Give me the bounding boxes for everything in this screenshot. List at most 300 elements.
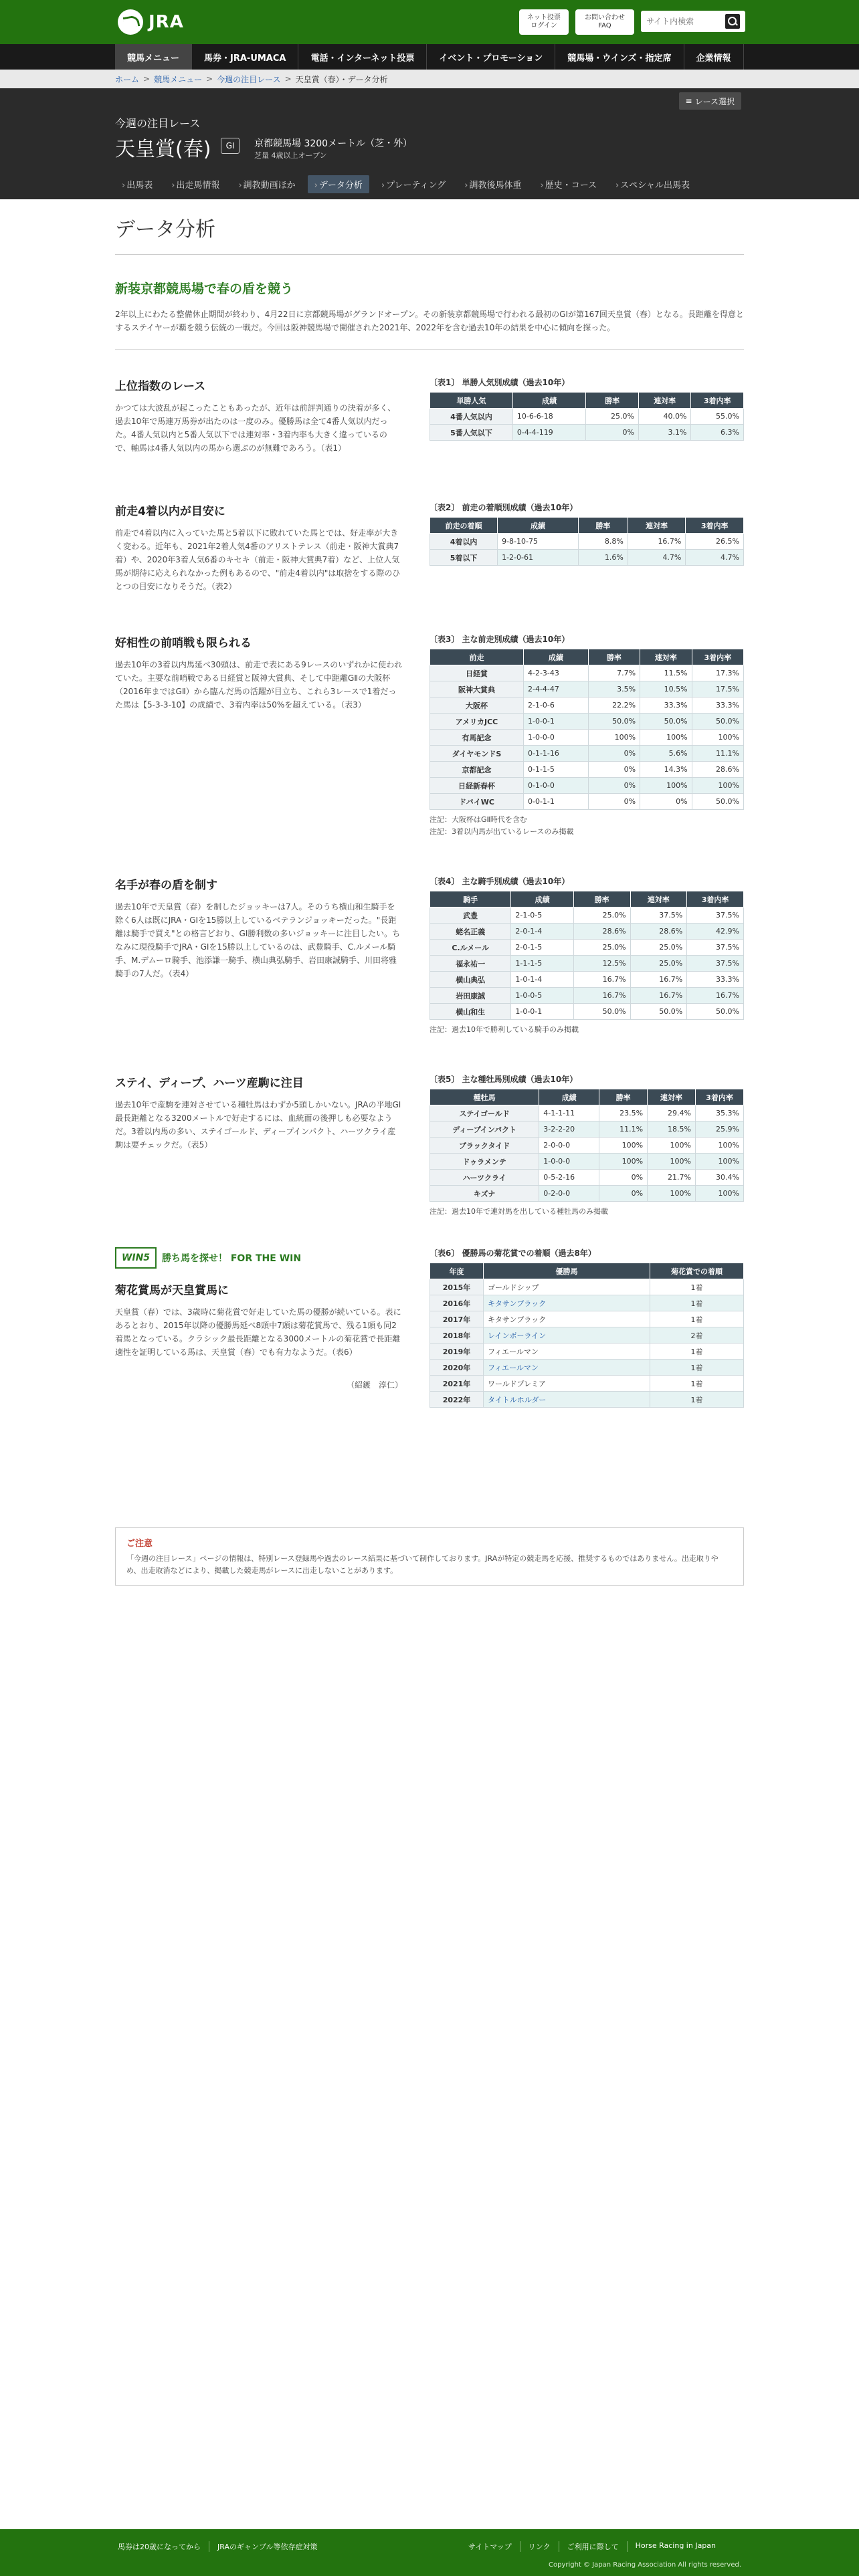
footer (0, 2529, 859, 2576)
table-previous-finish (430, 517, 744, 566)
table-cell: 16.7% (628, 534, 686, 550)
race-header (0, 88, 859, 199)
section-text: 過去10年で天皇賞（春）を制したジョッキーは7人。そのうち横山和生騎手を除く6人は既にJRA・GⅠを15勝以上しているベテランジョッキーだった。"長距離は騎手で買え"との格言どおり、GⅠ勝利数の多いジョッキーに注目したい。ちなみに現役騎手でJRA・GⅠを15勝以上しているのは、武豊騎手、C.ルメール騎手、M.デムーロ騎手、池添謙一騎手、横山典弘騎手、岩田康誠騎手、川田将雅騎手の7人だ。（表4） (115, 902, 401, 978)
table-header: 3着内率 (687, 891, 744, 907)
race-select-label: レース選択 (694, 96, 735, 106)
section-sire (115, 1073, 744, 1218)
table-cell: 2-4-4-47 (523, 681, 588, 697)
table-row (430, 697, 744, 714)
table-cell: 2着 (650, 1327, 744, 1344)
table-caption: 〔表3〕 主な前走別成績（過去10年） (430, 635, 570, 644)
table-cell: 日経賞 (430, 665, 524, 681)
table-cell: 50.0% (692, 794, 743, 810)
table-row (430, 778, 744, 794)
table-cell: 横山典弘 (430, 972, 511, 988)
footer-link-horse-racing-japan[interactable]: Horse Racing in Japan (635, 2541, 716, 2550)
table-cell: ステイゴールド (430, 1105, 539, 1121)
table-cell: 4.7% (628, 550, 686, 566)
table-cell: 25.0% (586, 409, 639, 425)
table-cell: 50.0% (588, 714, 640, 730)
table-row (430, 1105, 744, 1121)
table-cell: 12.5% (573, 956, 630, 972)
section-text: 過去10年で産駒を連対させている種牡馬はわずか5頭しかいない。JRAの平地GⅠ最長距離となる3200メートルで好走するには、血統面の後押しも必要なようだ。3着以内馬の多い、ステイゴールド、ディープインパクト、ハーツクライ産駒は要チェックだ。（表5） (115, 1100, 401, 1150)
table-cell: 100% (648, 1138, 696, 1154)
nav-item-events[interactable]: イベント・プロモーション (427, 44, 555, 70)
win5-logo[interactable] (115, 1247, 301, 1269)
table-cell: 50.0% (687, 1004, 744, 1020)
table-cell: 京都記念 (430, 762, 524, 778)
table-row (430, 988, 744, 1004)
table-cell: 4-2-3-43 (523, 665, 588, 681)
table-cell: 42.9% (687, 924, 744, 940)
table-caption: 〔表2〕 前走の着順別成績（過去10年） (430, 503, 578, 512)
table-cell: 6.3% (691, 425, 744, 441)
table-cell: 22.2% (588, 697, 640, 714)
table-header: 菊花賞での着順 (650, 1263, 744, 1279)
table-cell: 16.7% (687, 988, 744, 1004)
table-cell: 2-1-0-5 (511, 907, 573, 924)
table-header: 前走の着順 (430, 518, 498, 534)
table-cell: 25.9% (696, 1121, 744, 1138)
table-cell: 14.3% (640, 762, 692, 778)
table-cell: 37.5% (630, 907, 687, 924)
table-row (430, 1327, 744, 1344)
table-cell: キズナ (430, 1186, 539, 1202)
table-previous-race (430, 649, 744, 810)
tab-training-video-label: 調教動画ほか (243, 181, 296, 191)
table-cell: 3.1% (638, 425, 691, 441)
footer-link-sitemap[interactable]: サイトマップ (468, 2541, 520, 2552)
table-row (430, 746, 744, 762)
table-cell: 10-6-6-18 (512, 409, 586, 425)
race-kind: 今週の注目レース (115, 117, 201, 130)
table-cell: 1-0-1-4 (511, 972, 573, 988)
table-cell: 4番人気以内 (430, 409, 513, 425)
table-cell: 0% (640, 794, 692, 810)
table-header-row (430, 393, 744, 409)
table-header: 勝率 (586, 393, 639, 409)
table-header-row (430, 1089, 744, 1105)
section-title: ステイ、ディープ、ハーツ産駒に注目 (115, 1077, 304, 1090)
table-cell: 16.7% (573, 972, 630, 988)
table-cell: 55.0% (691, 409, 744, 425)
table-kikka-sho (430, 1263, 744, 1408)
table-cell: 2-0-1-4 (511, 924, 573, 940)
table-cell: 100% (648, 1186, 696, 1202)
table-cell: 1着 (650, 1392, 744, 1408)
table-cell: 4-1-1-11 (539, 1105, 599, 1121)
chevron-right-icon: › (615, 181, 619, 191)
table-cell: 1着 (650, 1311, 744, 1327)
table-cell: 1-0-0-0 (523, 730, 588, 746)
table-row (430, 972, 744, 988)
table-cell: 30.4% (696, 1170, 744, 1186)
breadcrumb (0, 70, 859, 88)
table-cell: ダイヤモンドS (430, 746, 524, 762)
table-note: 注記：過去10年で勝利している騎手のみ掲載 (430, 1025, 579, 1034)
table-row (430, 794, 744, 810)
table-cell: 33.3% (640, 697, 692, 714)
table-header-row (430, 891, 744, 907)
table-header: 3着内率 (691, 393, 744, 409)
table-cell: 8.8% (578, 534, 628, 550)
table-header-row (430, 1263, 744, 1279)
table-cell: 100% (640, 778, 692, 794)
section-text: 過去10年の3着以内馬延べ30頭は、前走で表にある9レースのいずれかに使われていた。主要な前哨戦である日経賞と阪神大賞典、そして中距離GⅡの大阪杯（2016年まではGⅡ）から臨んだ馬の活躍が目立ち、これら3レースで1着だった馬は【5-3-3-10】の成績で、3着内率は50%を超えている。（表3） (115, 660, 403, 710)
lead-title: 新装京都競馬場で春の盾を競う (115, 282, 294, 296)
table-row (430, 681, 744, 697)
table-cell: 33.3% (687, 972, 744, 988)
table-cell: 0% (599, 1170, 648, 1186)
table-header: 勝率 (588, 649, 640, 665)
breadcrumb-featured-race[interactable]: 今週の注目レース (217, 74, 281, 84)
table-row (430, 730, 744, 746)
table-cell: 40.0% (638, 409, 691, 425)
table-cell: 2020年 (430, 1360, 484, 1376)
section-title: 前走4着以内が目安に (115, 505, 225, 518)
table-cell: 蛯名正義 (430, 924, 511, 940)
table-cell: 2018年 (430, 1327, 484, 1344)
table-cell: 37.5% (687, 956, 744, 972)
section-title: 名手が春の盾を制す (115, 879, 217, 892)
table-cell: 100% (692, 778, 743, 794)
table-row (430, 1154, 744, 1170)
tab-history-course-label: 歴史・コース (545, 181, 597, 191)
notice-text: 「今週の注目レース」ページの情報は、特別レース登録馬や過去のレース結果に基づいて制作しております。JRAが特定の競走馬を応援、推奨するものではありません。出走取りやめ、出走取消などにより、掲載した競走馬がレースに出走しないことがあります。 (126, 1554, 719, 1575)
table-cell: 23.5% (599, 1105, 648, 1121)
table-cell: 0-0-1-1 (523, 794, 588, 810)
tab-data-analysis[interactable] (308, 175, 369, 193)
table-row (430, 1121, 744, 1138)
table-cell: 0% (588, 746, 640, 762)
table-cell: 武豊 (430, 907, 511, 924)
table-cell: ハーツクライ (430, 1170, 539, 1186)
table-cell: アメリカJCC (430, 714, 524, 730)
table-cell: C.ルメール (430, 940, 511, 956)
table-cell: ドゥラメンテ (430, 1154, 539, 1170)
table-caption: 〔表4〕 主な騎手別成績（過去10年） (430, 877, 570, 886)
table-cell: 100% (696, 1154, 744, 1170)
table-cell: 16.7% (573, 988, 630, 1004)
table-cell: ワールドプレミア (484, 1376, 650, 1392)
table-header: 年度 (430, 1263, 484, 1279)
tab-training-video[interactable] (231, 175, 302, 193)
grade-badge: GⅠ (221, 138, 240, 154)
table-row (430, 1344, 744, 1360)
table-cell: 100% (588, 730, 640, 746)
table-cell: 0-2-0-0 (539, 1186, 599, 1202)
table-header: 3着内率 (696, 1089, 744, 1105)
table-cell: 37.5% (687, 940, 744, 956)
table-row (430, 1311, 744, 1327)
section-text: 天皇賞（春）では、3歳時に菊花賞で好走していた馬の優勝が続いている。表にあるとおり、2015年以降の優勝馬延べ8頭中7頭は菊花賞馬で、残る1頭も同2着馬となっている。クラシック最長距離となる3000メートルの菊花賞で長距離適性を証明している馬は、天皇賞（春）でも有力なようだ。（表6） (115, 1307, 401, 1357)
table-header: 優勝馬 (484, 1263, 650, 1279)
table-header: 種牡馬 (430, 1089, 539, 1105)
table-cell: 0% (586, 425, 639, 441)
table-cell: 福永祐一 (430, 956, 511, 972)
table-cell: ディープインパクト (430, 1121, 539, 1138)
table-cell: キタサンブラック (484, 1311, 650, 1327)
table-cell: 2-0-1-5 (511, 940, 573, 956)
table-cell: 2017年 (430, 1311, 484, 1327)
table-row (430, 907, 744, 924)
table-note: 注記：大阪杯はGⅡ時代を含む (430, 815, 527, 824)
table-cell: 5.6% (640, 746, 692, 762)
table-cell: 4着以内 (430, 534, 498, 550)
section-jockey (115, 875, 744, 1036)
table-cell: 1.6% (578, 550, 628, 566)
table-cell: 25.0% (630, 940, 687, 956)
table-row (430, 1295, 744, 1311)
table-cell: 1着 (650, 1279, 744, 1295)
table-cell: 大阪杯 (430, 697, 524, 714)
tab-preview[interactable] (375, 175, 452, 193)
table-cell: 25.0% (573, 940, 630, 956)
table-cell: 7.7% (588, 665, 640, 681)
table-cell: 26.5% (686, 534, 744, 550)
page-title: データ分析 (115, 213, 744, 255)
table-cell: 37.5% (687, 907, 744, 924)
table-header: 勝率 (573, 891, 630, 907)
table-cell: 29.4% (648, 1105, 696, 1121)
table-cell: 1-0-0-0 (539, 1154, 599, 1170)
section-text: かつては大波乱が起こったこともあったが、近年は前評判通りの決着が多く、過去10年で馬連万馬券が出たのは一度のみ。優勝馬は全て4番人気以内だった。4番人気以内と5番人気以下では連対率・3着内率も大きく違っているので、軸馬は4番人気以内の馬から選ぶのが無難であろう。（表1） (115, 403, 396, 453)
table-cell: 2015年 (430, 1279, 484, 1295)
chevron-right-icon: › (540, 181, 544, 191)
table-cell: 18.5% (648, 1121, 696, 1138)
table-cell: 1-0-0-5 (511, 988, 573, 1004)
menu-icon: ≡ (685, 96, 692, 106)
net-voting-login-button[interactable] (519, 9, 569, 35)
footer-link-links[interactable]: リンク (529, 2541, 559, 2552)
table-row (430, 425, 744, 441)
tab-horse-info[interactable] (165, 175, 226, 193)
chevron-right-icon: › (381, 181, 385, 191)
table-header: 連対率 (640, 649, 692, 665)
table-header: 騎手 (430, 891, 511, 907)
nav-item-racecourses[interactable]: 競馬場・ウインズ・指定席 (555, 44, 684, 70)
footer-link-terms[interactable]: ご利用に際して (567, 2541, 628, 2552)
table-cell: 28.6% (573, 924, 630, 940)
chevron-right-icon: › (314, 181, 318, 191)
table-cell: 2019年 (430, 1344, 484, 1360)
table-row (430, 1392, 744, 1408)
table-row (430, 762, 744, 778)
table-row (430, 534, 744, 550)
table-cell: ドバイWC (430, 794, 524, 810)
section-previous-finish (115, 502, 744, 593)
table-cell: 0-5-2-16 (539, 1170, 599, 1186)
tab-body-weight-label: 調教後馬体重 (469, 181, 522, 191)
table-header: 成績 (523, 649, 588, 665)
table-header: 成績 (539, 1089, 599, 1105)
table-cell: 100% (696, 1186, 744, 1202)
tab-data-analysis-label: データ分析 (318, 181, 363, 191)
tab-preview-label: プレーティング (386, 181, 446, 191)
table-cell: 21.7% (648, 1170, 696, 1186)
table-cell: 17.5% (692, 681, 743, 697)
table-popularity (430, 392, 744, 441)
table-cell: 50.0% (640, 714, 692, 730)
table-cell: フィエールマン (484, 1344, 650, 1360)
table-cell: キタサンブラック (484, 1295, 650, 1311)
table-cell: 1着 (650, 1376, 744, 1392)
table-cell: 2016年 (430, 1295, 484, 1311)
table-cell: 0% (588, 794, 640, 810)
table-cell: 50.0% (692, 714, 743, 730)
site-search (641, 11, 745, 32)
table-cell: 1-0-0-1 (523, 714, 588, 730)
table-cell: 100% (640, 730, 692, 746)
nav-item-keiba-menu[interactable]: 競馬メニュー (115, 44, 192, 70)
global-nav (0, 44, 859, 70)
inquiry-faq-button[interactable] (575, 9, 634, 35)
table-cell: 17.3% (692, 665, 743, 681)
jra-logo[interactable] (118, 9, 184, 35)
section-title: 菊花賞馬が天皇賞馬に (115, 1284, 229, 1297)
table-header: 勝率 (599, 1089, 648, 1105)
table-cell: タイトルホルダー (484, 1392, 650, 1408)
table-cell: 0-1-1-16 (523, 746, 588, 762)
table-cell: 3.5% (588, 681, 640, 697)
race-select-button[interactable] (679, 92, 741, 110)
table-cell: 5着以下 (430, 550, 498, 566)
table-header: 前走 (430, 649, 524, 665)
table-row (430, 1138, 744, 1154)
table-row (430, 956, 744, 972)
tab-entries-label: 出馬表 (126, 181, 153, 191)
tab-body-weight[interactable] (458, 175, 528, 193)
table-caption: 〔表6〕 優勝馬の菊花賞での着順（過去8年） (430, 1249, 596, 1258)
table-cell: 0% (588, 778, 640, 794)
table-header: 連対率 (630, 891, 687, 907)
footer-link-age-notice[interactable]: 馬券は20歳になってから (118, 2541, 209, 2552)
race-name: 天皇賞(春) (115, 138, 211, 161)
table-header: 成績 (511, 891, 573, 907)
breadcrumb-keiba-menu[interactable]: 競馬メニュー (154, 74, 203, 84)
breadcrumb-separator: > (284, 74, 292, 84)
search-icon[interactable] (725, 14, 740, 29)
table-cell: 日経新春杯 (430, 778, 524, 794)
nav-item-voting[interactable]: 電話・インターネット投票 (298, 44, 427, 70)
nav-item-corporate[interactable]: 企業情報 (684, 44, 744, 70)
table-cell: 0% (588, 762, 640, 778)
table-cell: 1着 (650, 1344, 744, 1360)
table-cell: 50.0% (573, 1004, 630, 1020)
section-title: 上位指数のレース (115, 380, 206, 393)
table-cell: 10.5% (640, 681, 692, 697)
breadcrumb-home[interactable]: ホーム (115, 74, 140, 84)
table-cell: 0% (599, 1186, 648, 1202)
table-cell: ブラックタイド (430, 1138, 539, 1154)
table-cell: 1着 (650, 1360, 744, 1376)
tab-history-course[interactable] (533, 175, 603, 193)
table-cell: 28.6% (692, 762, 743, 778)
table-cell: 25.0% (630, 956, 687, 972)
table-cell: 1-1-1-5 (511, 956, 573, 972)
table-cell: フィエールマン (484, 1360, 650, 1376)
table-cell: 0-4-4-119 (512, 425, 586, 441)
table-cell: 5番人気以下 (430, 425, 513, 441)
chevron-right-icon: › (122, 181, 126, 191)
table-row (430, 1170, 744, 1186)
table-header: 成績 (498, 518, 579, 534)
section-win5 (115, 1247, 744, 1408)
table-row (430, 1186, 744, 1202)
section-popularity (115, 377, 744, 455)
table-cell: 2-1-0-6 (523, 697, 588, 714)
race-tabs (115, 175, 702, 193)
notice-title: ご注意 (126, 1539, 153, 1549)
table-note: 注記：3着以内馬が出ているレースのみ掲載 (430, 827, 574, 836)
table-header: 成績 (512, 393, 586, 409)
section-title: 好相性の前哨戦も限られる (115, 637, 252, 650)
table-jockey (430, 891, 744, 1020)
table-cell: 2-0-0-0 (539, 1138, 599, 1154)
table-cell: 0-1-1-5 (523, 762, 588, 778)
tab-special-entries-label: スペシャル出馬表 (620, 181, 690, 191)
chevron-right-icon: › (464, 181, 468, 191)
table-cell: 阪神大賞典 (430, 681, 524, 697)
table-cell: 28.6% (630, 924, 687, 940)
jra-logo-icon (118, 9, 143, 35)
table-header: 連対率 (638, 393, 691, 409)
table-cell: 4.7% (686, 550, 744, 566)
tab-entries[interactable] (115, 175, 159, 193)
race-conditions: 芝量 4歳以上オープン (254, 151, 327, 160)
table-header: 3着内率 (686, 518, 744, 534)
search-input[interactable] (641, 12, 723, 31)
tab-special-entries[interactable] (609, 175, 696, 193)
footer-links-right (468, 2541, 732, 2552)
lead-text: 2年以上にわたる整備休止期間が終わり、4月22日に京都競馬場がグランドオープン。その新装京都競馬場で行われる最初のGⅠが第167回天皇賞（春）となる。長距離を得意とするステイヤーが覇を競う伝統の一戦だ。今回は阪神競馬場で開催された2021年、2022年を含む過去10年の結果を中心に傾向を探った。 (115, 310, 744, 332)
table-row (430, 550, 744, 566)
table-cell: 2022年 (430, 1392, 484, 1408)
chevron-right-icon: › (238, 181, 242, 191)
table-cell: 16.7% (630, 988, 687, 1004)
table-header-row (430, 649, 744, 665)
table-cell: 100% (599, 1154, 648, 1170)
copyright: Copyright © Japan Racing Association All rights reserved. (549, 2561, 741, 2569)
table-cell: 1着 (650, 1295, 744, 1311)
table-cell: 100% (599, 1138, 648, 1154)
table-row (430, 940, 744, 956)
chevron-right-icon: › (171, 181, 175, 191)
table-header: 連対率 (628, 518, 686, 534)
footer-links-left (118, 2541, 334, 2552)
table-cell: 横山和生 (430, 1004, 511, 1020)
table-caption: 〔表1〕 単勝人気別成績（過去10年） (430, 378, 570, 387)
table-cell: 有馬記念 (430, 730, 524, 746)
breadcrumb-current: 天皇賞（春）・データ分析 (295, 74, 388, 84)
table-cell: 100% (696, 1138, 744, 1154)
inquiry-faq-label: お問い合わせ FAQ (585, 14, 625, 29)
table-header: 勝率 (578, 518, 628, 534)
table-row (430, 1004, 744, 1020)
table-cell: 2021年 (430, 1376, 484, 1392)
table-row (430, 409, 744, 425)
footer-link-gambling-policy[interactable]: JRAのギャンブル等依存症対策 (217, 2543, 318, 2551)
nav-item-baken[interactable]: 馬券・JRA-UMACA (192, 44, 298, 70)
table-cell: 岩田康誠 (430, 988, 511, 1004)
section-previous-race (115, 633, 744, 838)
tab-horse-info-label: 出走馬情報 (176, 181, 220, 191)
divider (115, 349, 744, 350)
author: （紹鍍 淳仁） (346, 1380, 403, 1390)
table-header-row (430, 518, 744, 534)
table-cell: 3-2-2-20 (539, 1121, 599, 1138)
race-venue-distance: 京都競馬場 3200メートル（芝・外） (254, 138, 413, 149)
